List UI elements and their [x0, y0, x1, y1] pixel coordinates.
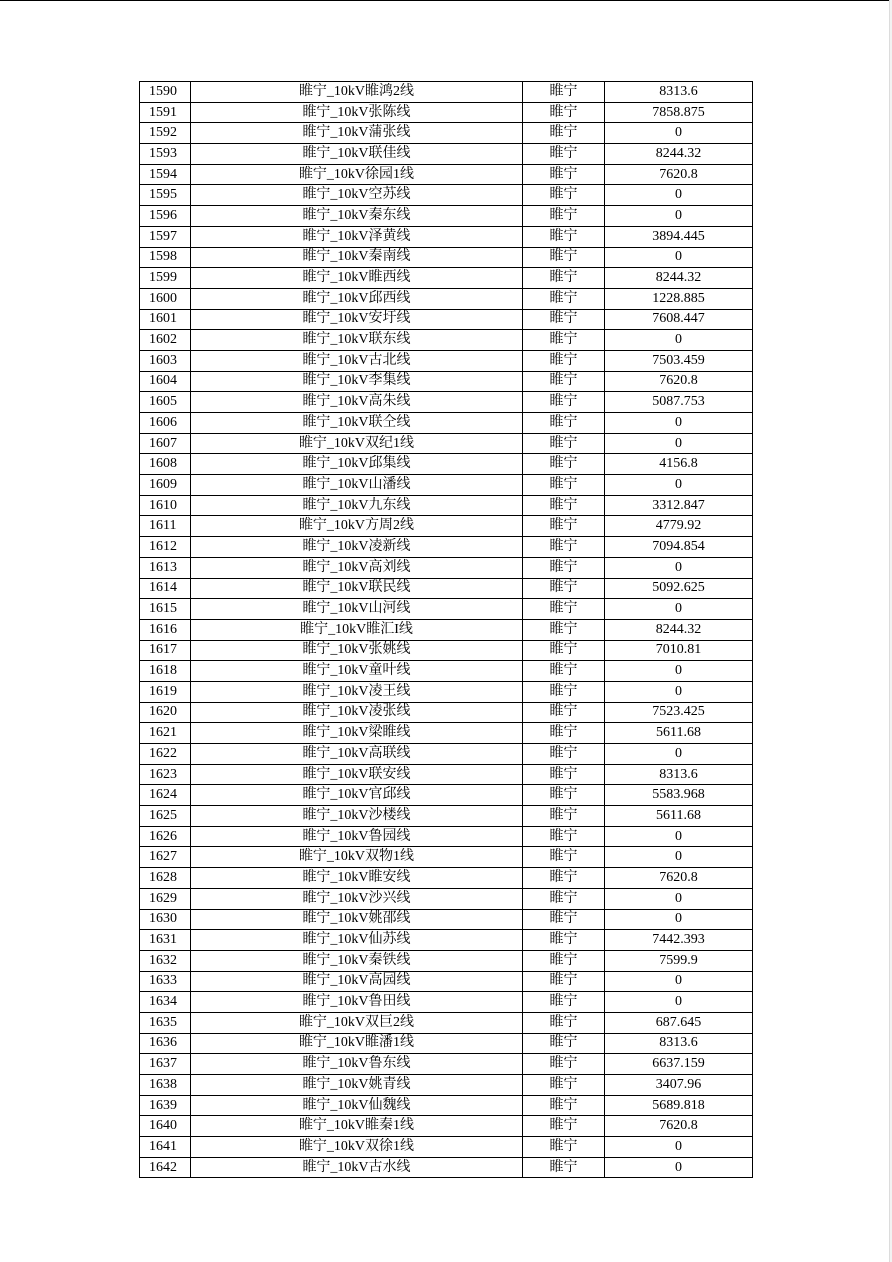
county-cell: 睢宁	[523, 516, 605, 537]
table-row	[140, 557, 753, 578]
value-cell: 8313.6	[605, 1033, 753, 1054]
line-name-cell: 睢宁_10kV联安线	[191, 764, 523, 785]
line-name-cell: 睢宁_10kV官邱线	[191, 785, 523, 806]
value-cell: 0	[605, 185, 753, 206]
table-row	[140, 599, 753, 620]
county-cell: 睢宁	[523, 268, 605, 289]
row-number-cell: 1640	[140, 1116, 191, 1137]
line-name-cell: 睢宁_10kV泽黄线	[191, 226, 523, 247]
value-cell: 0	[605, 330, 753, 351]
value-cell: 8244.32	[605, 144, 753, 165]
line-name-cell: 睢宁_10kV仙魏线	[191, 1095, 523, 1116]
table-row	[140, 847, 753, 868]
county-cell: 睢宁	[523, 888, 605, 909]
row-number-cell: 1614	[140, 578, 191, 599]
table-row	[140, 164, 753, 185]
row-number-cell: 1605	[140, 392, 191, 413]
value-cell: 0	[605, 599, 753, 620]
table-row	[140, 702, 753, 723]
line-name-cell: 睢宁_10kV山潘线	[191, 475, 523, 496]
table-row	[140, 206, 753, 227]
value-cell: 7094.854	[605, 537, 753, 558]
row-number-cell: 1618	[140, 661, 191, 682]
line-name-cell: 睢宁_10kV古北线	[191, 350, 523, 371]
value-cell: 0	[605, 826, 753, 847]
line-name-cell: 睢宁_10kV鲁田线	[191, 992, 523, 1013]
row-number-cell: 1595	[140, 185, 191, 206]
line-name-cell: 睢宁_10kV联东线	[191, 330, 523, 351]
row-number-cell: 1610	[140, 495, 191, 516]
value-cell: 0	[605, 681, 753, 702]
table-row	[140, 495, 753, 516]
row-number-cell: 1593	[140, 144, 191, 165]
line-name-cell: 睢宁_10kV安圩线	[191, 309, 523, 330]
county-cell: 睢宁	[523, 764, 605, 785]
table-row	[140, 123, 753, 144]
table-row	[140, 433, 753, 454]
value-cell: 0	[605, 971, 753, 992]
table-row	[140, 1116, 753, 1137]
line-name-cell: 睢宁_10kV姚青线	[191, 1075, 523, 1096]
county-cell: 睢宁	[523, 413, 605, 434]
row-number-cell: 1599	[140, 268, 191, 289]
line-name-cell: 睢宁_10kV联仝线	[191, 413, 523, 434]
value-cell: 3407.96	[605, 1075, 753, 1096]
line-name-cell: 睢宁_10kV方周2线	[191, 516, 523, 537]
line-name-cell: 睢宁_10kV睢鸿2线	[191, 82, 523, 103]
table-row	[140, 392, 753, 413]
row-number-cell: 1590	[140, 82, 191, 103]
table-row	[140, 1095, 753, 1116]
value-cell: 0	[605, 123, 753, 144]
table-row	[140, 1054, 753, 1075]
row-number-cell: 1619	[140, 681, 191, 702]
county-cell: 睢宁	[523, 1033, 605, 1054]
row-number-cell: 1631	[140, 930, 191, 951]
county-cell: 睢宁	[523, 578, 605, 599]
county-cell: 睢宁	[523, 868, 605, 889]
value-cell: 1228.885	[605, 288, 753, 309]
line-name-cell: 睢宁_10kV山河线	[191, 599, 523, 620]
line-name-cell: 睢宁_10kV空苏线	[191, 185, 523, 206]
value-cell: 5689.818	[605, 1095, 753, 1116]
table-row	[140, 454, 753, 475]
value-cell: 7858.875	[605, 102, 753, 123]
value-cell: 0	[605, 661, 753, 682]
line-name-cell: 睢宁_10kV秦南线	[191, 247, 523, 268]
row-number-cell: 1621	[140, 723, 191, 744]
table-row	[140, 971, 753, 992]
line-name-cell: 睢宁_10kV沙楼线	[191, 806, 523, 827]
row-number-cell: 1626	[140, 826, 191, 847]
row-number-cell: 1596	[140, 206, 191, 227]
row-number-cell: 1612	[140, 537, 191, 558]
table-row	[140, 185, 753, 206]
line-name-cell: 睢宁_10kV梁睢线	[191, 723, 523, 744]
county-cell: 睢宁	[523, 1137, 605, 1158]
value-cell: 7503.459	[605, 350, 753, 371]
line-name-cell: 睢宁_10kV童叶线	[191, 661, 523, 682]
county-cell: 睢宁	[523, 723, 605, 744]
table-row	[140, 826, 753, 847]
county-cell: 睢宁	[523, 454, 605, 475]
county-cell: 睢宁	[523, 144, 605, 165]
county-cell: 睢宁	[523, 226, 605, 247]
row-number-cell: 1627	[140, 847, 191, 868]
value-cell: 0	[605, 909, 753, 930]
table-row	[140, 144, 753, 165]
table-row	[140, 1012, 753, 1033]
row-number-cell: 1642	[140, 1157, 191, 1178]
line-name-cell: 睢宁_10kV睢潘1线	[191, 1033, 523, 1054]
row-number-cell: 1617	[140, 640, 191, 661]
table-row	[140, 930, 753, 951]
row-number-cell: 1601	[140, 309, 191, 330]
line-name-cell: 睢宁_10kV睢秦1线	[191, 1116, 523, 1137]
value-cell: 4156.8	[605, 454, 753, 475]
line-name-cell: 睢宁_10kV睢西线	[191, 268, 523, 289]
row-number-cell: 1611	[140, 516, 191, 537]
line-name-cell: 睢宁_10kV仙苏线	[191, 930, 523, 951]
line-name-cell: 睢宁_10kV鲁东线	[191, 1054, 523, 1075]
county-cell: 睢宁	[523, 185, 605, 206]
line-name-cell: 睢宁_10kV高园线	[191, 971, 523, 992]
line-name-cell: 睢宁_10kV双物1线	[191, 847, 523, 868]
table-row	[140, 640, 753, 661]
county-cell: 睢宁	[523, 992, 605, 1013]
county-cell: 睢宁	[523, 1157, 605, 1178]
county-cell: 睢宁	[523, 82, 605, 103]
table-row	[140, 888, 753, 909]
county-cell: 睢宁	[523, 288, 605, 309]
row-number-cell: 1591	[140, 102, 191, 123]
table-row	[140, 309, 753, 330]
row-number-cell: 1624	[140, 785, 191, 806]
line-name-cell: 睢宁_10kV秦东线	[191, 206, 523, 227]
line-name-cell: 睢宁_10kV凌新线	[191, 537, 523, 558]
row-number-cell: 1597	[140, 226, 191, 247]
county-cell: 睢宁	[523, 930, 605, 951]
table-row	[140, 619, 753, 640]
value-cell: 8244.32	[605, 268, 753, 289]
value-cell: 0	[605, 206, 753, 227]
line-name-cell: 睢宁_10kV睢安线	[191, 868, 523, 889]
value-cell: 7010.81	[605, 640, 753, 661]
value-cell: 7620.8	[605, 868, 753, 889]
table-row	[140, 992, 753, 1013]
feeder-table-body	[140, 82, 753, 1178]
table-row	[140, 578, 753, 599]
row-number-cell: 1630	[140, 909, 191, 930]
value-cell: 0	[605, 413, 753, 434]
line-name-cell: 睢宁_10kV高刘线	[191, 557, 523, 578]
county-cell: 睢宁	[523, 392, 605, 413]
row-number-cell: 1615	[140, 599, 191, 620]
row-number-cell: 1632	[140, 950, 191, 971]
county-cell: 睢宁	[523, 785, 605, 806]
row-number-cell: 1639	[140, 1095, 191, 1116]
table-row	[140, 1033, 753, 1054]
county-cell: 睢宁	[523, 702, 605, 723]
table-row	[140, 413, 753, 434]
row-number-cell: 1594	[140, 164, 191, 185]
line-name-cell: 睢宁_10kV姚邵线	[191, 909, 523, 930]
table-row	[140, 330, 753, 351]
row-number-cell: 1609	[140, 475, 191, 496]
row-number-cell: 1620	[140, 702, 191, 723]
table-row	[140, 102, 753, 123]
row-number-cell: 1598	[140, 247, 191, 268]
row-number-cell: 1592	[140, 123, 191, 144]
value-cell: 5611.68	[605, 723, 753, 744]
table-row	[140, 868, 753, 889]
row-number-cell: 1641	[140, 1137, 191, 1158]
value-cell: 7442.393	[605, 930, 753, 951]
county-cell: 睢宁	[523, 1095, 605, 1116]
row-number-cell: 1629	[140, 888, 191, 909]
row-number-cell: 1623	[140, 764, 191, 785]
county-cell: 睢宁	[523, 371, 605, 392]
county-cell: 睢宁	[523, 640, 605, 661]
value-cell: 7620.8	[605, 1116, 753, 1137]
county-cell: 睢宁	[523, 247, 605, 268]
table-row	[140, 723, 753, 744]
value-cell: 5583.968	[605, 785, 753, 806]
value-cell: 4779.92	[605, 516, 753, 537]
line-name-cell: 睢宁_10kV双徐1线	[191, 1137, 523, 1158]
value-cell: 0	[605, 1157, 753, 1178]
line-name-cell: 睢宁_10kV张陈线	[191, 102, 523, 123]
line-name-cell: 睢宁_10kV沙兴线	[191, 888, 523, 909]
line-name-cell: 睢宁_10kV秦铁线	[191, 950, 523, 971]
county-cell: 睢宁	[523, 330, 605, 351]
row-number-cell: 1622	[140, 744, 191, 765]
row-number-cell: 1625	[140, 806, 191, 827]
table-row	[140, 661, 753, 682]
value-cell: 0	[605, 888, 753, 909]
value-cell: 5087.753	[605, 392, 753, 413]
county-cell: 睢宁	[523, 123, 605, 144]
table-row	[140, 537, 753, 558]
row-number-cell: 1634	[140, 992, 191, 1013]
line-name-cell: 睢宁_10kV张姚线	[191, 640, 523, 661]
county-cell: 睢宁	[523, 102, 605, 123]
county-cell: 睢宁	[523, 1012, 605, 1033]
line-name-cell: 睢宁_10kV蒲张线	[191, 123, 523, 144]
county-cell: 睢宁	[523, 475, 605, 496]
row-number-cell: 1608	[140, 454, 191, 475]
row-number-cell: 1613	[140, 557, 191, 578]
line-name-cell: 睢宁_10kV高联线	[191, 744, 523, 765]
value-cell: 8313.6	[605, 82, 753, 103]
table-row	[140, 764, 753, 785]
value-cell: 7523.425	[605, 702, 753, 723]
county-cell: 睢宁	[523, 1116, 605, 1137]
line-name-cell: 睢宁_10kV鲁园线	[191, 826, 523, 847]
value-cell: 6637.159	[605, 1054, 753, 1075]
table-row	[140, 806, 753, 827]
page-top-border	[0, 0, 892, 1]
value-cell: 0	[605, 744, 753, 765]
value-cell: 0	[605, 433, 753, 454]
county-cell: 睢宁	[523, 661, 605, 682]
county-cell: 睢宁	[523, 744, 605, 765]
value-cell: 687.645	[605, 1012, 753, 1033]
feeder-table	[139, 81, 753, 1178]
value-cell: 3894.445	[605, 226, 753, 247]
value-cell: 0	[605, 247, 753, 268]
value-cell: 0	[605, 992, 753, 1013]
county-cell: 睢宁	[523, 206, 605, 227]
county-cell: 睢宁	[523, 557, 605, 578]
county-cell: 睢宁	[523, 619, 605, 640]
line-name-cell: 睢宁_10kV凌王线	[191, 681, 523, 702]
line-name-cell: 睢宁_10kV联佳线	[191, 144, 523, 165]
table-row	[140, 744, 753, 765]
table-row	[140, 1075, 753, 1096]
line-name-cell: 睢宁_10kV徐园1线	[191, 164, 523, 185]
row-number-cell: 1637	[140, 1054, 191, 1075]
county-cell: 睢宁	[523, 1075, 605, 1096]
table-row	[140, 226, 753, 247]
table-row	[140, 350, 753, 371]
line-name-cell: 睢宁_10kV凌张线	[191, 702, 523, 723]
line-name-cell: 睢宁_10kV高朱线	[191, 392, 523, 413]
line-name-cell: 睢宁_10kV双纪1线	[191, 433, 523, 454]
county-cell: 睢宁	[523, 826, 605, 847]
row-number-cell: 1635	[140, 1012, 191, 1033]
row-number-cell: 1604	[140, 371, 191, 392]
line-name-cell: 睢宁_10kV邱西线	[191, 288, 523, 309]
county-cell: 睢宁	[523, 1054, 605, 1075]
table-row	[140, 950, 753, 971]
row-number-cell: 1633	[140, 971, 191, 992]
value-cell: 0	[605, 847, 753, 868]
value-cell: 8313.6	[605, 764, 753, 785]
row-number-cell: 1607	[140, 433, 191, 454]
row-number-cell: 1600	[140, 288, 191, 309]
county-cell: 睢宁	[523, 909, 605, 930]
value-cell: 5092.625	[605, 578, 753, 599]
county-cell: 睢宁	[523, 806, 605, 827]
value-cell: 5611.68	[605, 806, 753, 827]
value-cell: 0	[605, 475, 753, 496]
county-cell: 睢宁	[523, 847, 605, 868]
table-row	[140, 371, 753, 392]
row-number-cell: 1638	[140, 1075, 191, 1096]
table-row	[140, 247, 753, 268]
row-number-cell: 1606	[140, 413, 191, 434]
county-cell: 睢宁	[523, 164, 605, 185]
value-cell: 8244.32	[605, 619, 753, 640]
county-cell: 睢宁	[523, 433, 605, 454]
county-cell: 睢宁	[523, 309, 605, 330]
line-name-cell: 睢宁_10kV联民线	[191, 578, 523, 599]
row-number-cell: 1636	[140, 1033, 191, 1054]
table-row	[140, 82, 753, 103]
table-row	[140, 475, 753, 496]
table-row	[140, 1137, 753, 1158]
line-name-cell: 睢宁_10kV双巨2线	[191, 1012, 523, 1033]
row-number-cell: 1616	[140, 619, 191, 640]
table-row	[140, 681, 753, 702]
table-row	[140, 268, 753, 289]
table-row	[140, 1157, 753, 1178]
county-cell: 睢宁	[523, 971, 605, 992]
table-row	[140, 516, 753, 537]
value-cell: 0	[605, 557, 753, 578]
value-cell: 0	[605, 1137, 753, 1158]
value-cell: 7620.8	[605, 164, 753, 185]
value-cell: 3312.847	[605, 495, 753, 516]
line-name-cell: 睢宁_10kV李集线	[191, 371, 523, 392]
county-cell: 睢宁	[523, 599, 605, 620]
county-cell: 睢宁	[523, 495, 605, 516]
table-row	[140, 909, 753, 930]
line-name-cell: 睢宁_10kV九东线	[191, 495, 523, 516]
county-cell: 睢宁	[523, 681, 605, 702]
county-cell: 睢宁	[523, 350, 605, 371]
value-cell: 7620.8	[605, 371, 753, 392]
line-name-cell: 睢宁_10kV古水线	[191, 1157, 523, 1178]
row-number-cell: 1602	[140, 330, 191, 351]
table-row	[140, 785, 753, 806]
county-cell: 睢宁	[523, 537, 605, 558]
table-row	[140, 288, 753, 309]
row-number-cell: 1603	[140, 350, 191, 371]
line-name-cell: 睢宁_10kV睢汇I线	[191, 619, 523, 640]
county-cell: 睢宁	[523, 950, 605, 971]
line-name-cell: 睢宁_10kV邱集线	[191, 454, 523, 475]
value-cell: 7608.447	[605, 309, 753, 330]
row-number-cell: 1628	[140, 868, 191, 889]
value-cell: 7599.9	[605, 950, 753, 971]
